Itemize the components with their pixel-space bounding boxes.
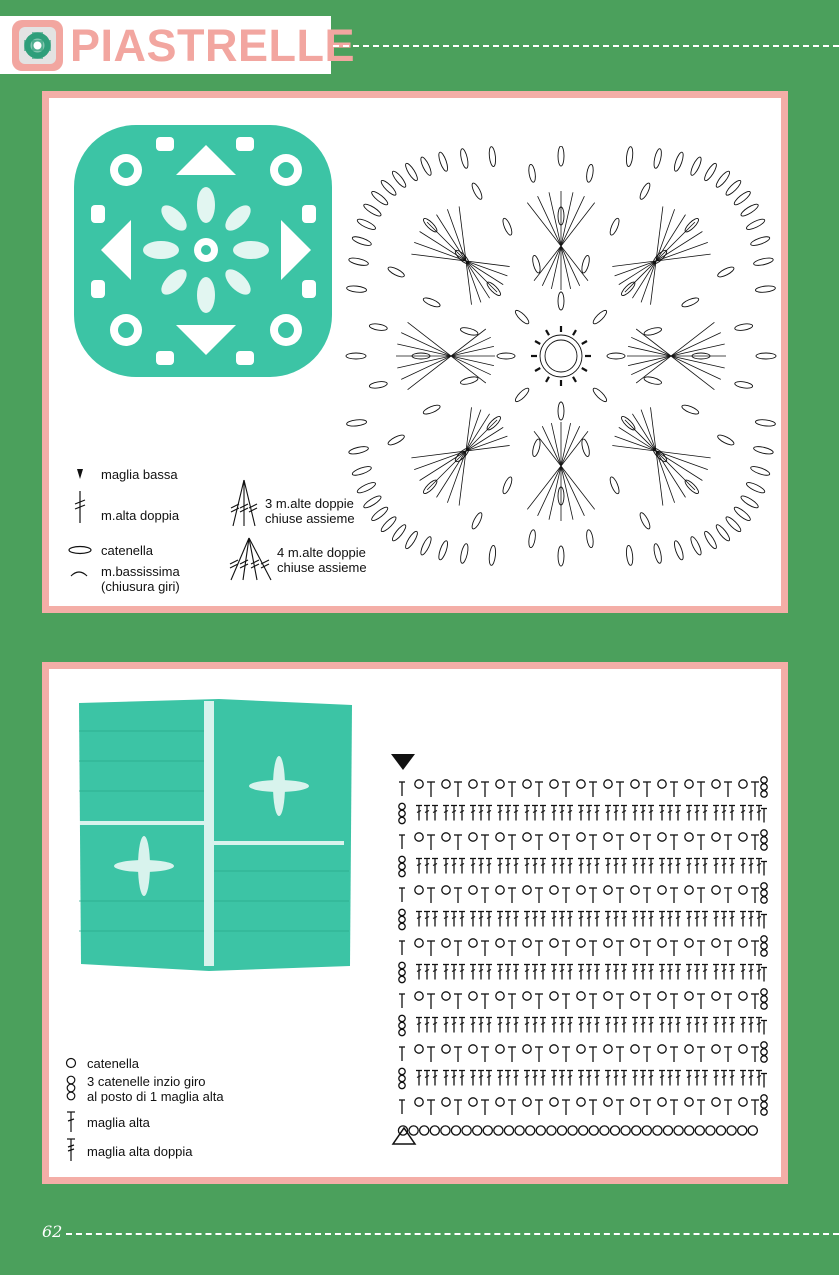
maglia-alta-symbol-icon xyxy=(65,1110,77,1134)
page-header xyxy=(0,16,356,74)
granny-square-logo-icon xyxy=(10,18,65,73)
panel-square-tile xyxy=(42,662,788,1184)
legend-four-alte-doppie xyxy=(277,545,367,575)
square-tile-chart xyxy=(385,744,781,1184)
square-tile-photo xyxy=(69,691,354,976)
legend-maglia-bassa: maglia bassa xyxy=(101,467,178,482)
four-alte-doppie-symbol-icon xyxy=(227,536,277,582)
footer-dashed-rule xyxy=(66,1233,839,1235)
three-catenelle-symbol-icon xyxy=(65,1075,77,1101)
legend-maglia-alta-doppia: maglia alta doppia xyxy=(87,1144,193,1159)
legend-four-alte-line1: 4 m.alte doppie xyxy=(277,545,366,560)
legend-tre-catenelle-line1: 3 catenelle inzio giro xyxy=(87,1074,206,1089)
legend-tre-catenelle-line2: al posto di 1 maglia alta xyxy=(87,1089,224,1104)
m-bassissima-symbol-icon xyxy=(69,568,89,578)
legend-three-alte-doppie xyxy=(265,496,355,526)
page-title: PIASTRELLE xyxy=(70,20,356,71)
panel-round-tile xyxy=(42,91,788,613)
maglia-bassa-symbol-icon xyxy=(74,467,86,481)
round-tile-photo xyxy=(66,115,341,390)
legend-m-bassissima-line1: m.bassissima xyxy=(101,564,180,579)
legend-catenella: catenella xyxy=(101,543,154,558)
catenella-circle-symbol-icon xyxy=(65,1057,77,1069)
three-alte-doppie-symbol-icon xyxy=(227,478,261,528)
round-tile-chart xyxy=(341,146,781,586)
legend-m-bassissima-line2: (chiusura giri) xyxy=(101,579,180,594)
legend-m-alta-doppia: m.alta doppia xyxy=(101,508,180,523)
m-alta-doppia-symbol-icon xyxy=(73,490,87,524)
legend-catenella-2: catenella xyxy=(87,1056,140,1071)
legend-four-alte-line2: chiuse assieme xyxy=(277,560,367,575)
legend-maglia-alta: maglia alta xyxy=(87,1115,150,1130)
page-number: 62 xyxy=(42,1222,63,1241)
legend-three-alte-line1: 3 m.alte doppie xyxy=(265,496,354,511)
legend-tre-catenelle xyxy=(87,1074,224,1104)
maglia-alta-doppia-symbol-icon xyxy=(65,1137,77,1163)
catenella-symbol-icon xyxy=(67,545,93,555)
legend-m-bassissima xyxy=(101,564,180,594)
header-dashed-rule xyxy=(333,45,839,47)
legend-three-alte-line2: chiuse assieme xyxy=(265,511,355,526)
